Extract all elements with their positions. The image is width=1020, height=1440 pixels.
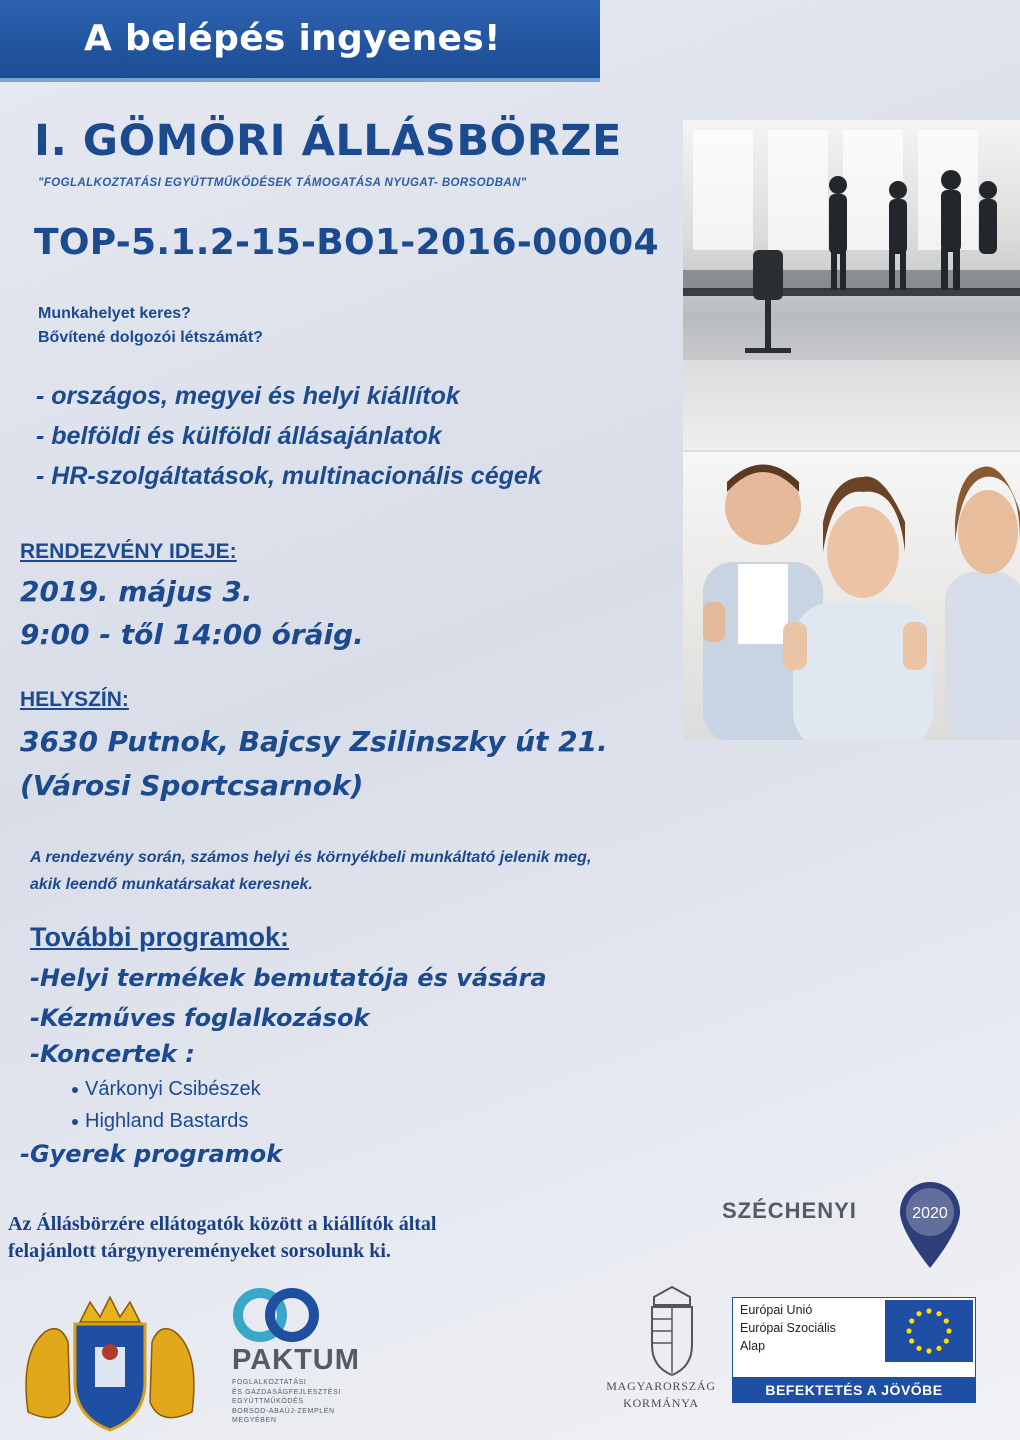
eu-star-icon (926, 1348, 931, 1353)
program-item-kids: -Gyerek programok (20, 1140, 283, 1168)
feature-item: - belföldi és külföldi állásajánlatok (36, 422, 442, 450)
questions (38, 302, 263, 350)
program-item: -Helyi termékek bemutatója és vására (30, 964, 547, 992)
schedule-label: RENDEZVÉNY IDEJE: (20, 540, 237, 563)
band-item: Várkonyi Csibészek (72, 1078, 261, 1101)
eu-text: Európai Unió Európai Szociális Alap (740, 1303, 836, 1353)
szechenyi-text: SZÉCHENYI (722, 1198, 857, 1223)
paktum-title: PAKTUM (232, 1344, 360, 1376)
program-item: -Kézműves foglalkozások (30, 1004, 370, 1032)
raffle-line: Az Állásbörzére ellátogatók között a kiállítók által (8, 1213, 437, 1235)
eu-star-icon (906, 1328, 911, 1333)
event-title: I. GÖMÖRI ÁLLÁSBÖRZE (34, 116, 622, 166)
location-venue: (Városi Sportcsarnok) (20, 769, 364, 802)
question-line: Munkahelyet keres? (38, 305, 191, 322)
event-time: 9:00 - től 14:00 óráig. (20, 618, 364, 651)
eu-star-icon (946, 1328, 951, 1333)
event-date: 2019. május 3. (20, 575, 253, 608)
bullet-icon (72, 1119, 78, 1125)
people-photo (683, 452, 1020, 740)
eu-stars-icon (885, 1300, 973, 1362)
program-item: -Koncertek : (30, 1040, 195, 1068)
eu-star-icon (909, 1318, 914, 1323)
government-text: MAGYARORSZÁG KORMÁNYA (606, 1379, 716, 1410)
eu-star-icon (936, 1346, 941, 1351)
coat-of-arms-icon (20, 1292, 200, 1432)
programs-title: További programok: (30, 922, 290, 952)
thumbs-up-people-image (683, 452, 1020, 740)
description-line: A rendezvény során, számos helyi és környékbeli munkáltató jelenik meg, (30, 849, 592, 866)
location-address: 3630 Putnok, Bajcsy Zsilinszky út 21. (20, 725, 608, 758)
hungary-coat-of-arms-icon (622, 1285, 722, 1435)
event-description (30, 844, 591, 898)
office-silhouettes-image (683, 120, 1020, 450)
free-entry-text: A belépés ingyenes! (84, 18, 501, 59)
eu-star-icon (936, 1311, 941, 1316)
project-code: TOP-5.1.2-15-BO1-2016-00004 (34, 222, 659, 263)
band-item: Highland Bastards (72, 1110, 248, 1133)
question-line: Bővítené dolgozói létszámát? (38, 329, 263, 346)
eu-banner: BEFEKTETÉS A JÖVŐBE (732, 1377, 976, 1403)
eu-star-icon (926, 1308, 931, 1313)
szechenyi-year: 2020 (912, 1205, 948, 1222)
szechenyi-pin-icon (898, 1180, 962, 1270)
raffle-line: felajánlott tárgynyereményeket sorsolunk ki. (8, 1240, 391, 1262)
eu-star-icon (944, 1318, 949, 1323)
eu-star-icon (916, 1346, 921, 1351)
eu-star-icon (944, 1338, 949, 1343)
feature-item: - HR-szolgáltatások, multinacionális cégek (36, 462, 542, 490)
paktum-subtitle: FOGLALKOZTATÁSI ÉS GAZDASÁGFEJLESZTÉSI EGYÜTTMŰKÖDÉS BORSOD-ABAÚJ-ZEMPLÉN MEGYÉBEN (232, 1379, 341, 1424)
location-label: HELYSZÍN: (20, 688, 129, 711)
eu-flag-icon (885, 1300, 973, 1362)
event-subtitle: "FOGLALKOZTATÁSI EGYÜTTMŰKÖDÉSEK TÁMOGATÁSA NYUGAT- BORSODBAN" (38, 177, 527, 189)
feature-item: - országos, megyei és helyi kiállítok (36, 382, 460, 410)
office-photo (683, 120, 1020, 450)
bullet-icon (72, 1087, 78, 1093)
raffle-text (8, 1211, 436, 1265)
description-line: akik leendő munkatársakat keresnek. (30, 876, 313, 893)
eu-star-icon (916, 1311, 921, 1316)
eu-star-icon (909, 1338, 914, 1343)
feature-list (36, 376, 542, 496)
